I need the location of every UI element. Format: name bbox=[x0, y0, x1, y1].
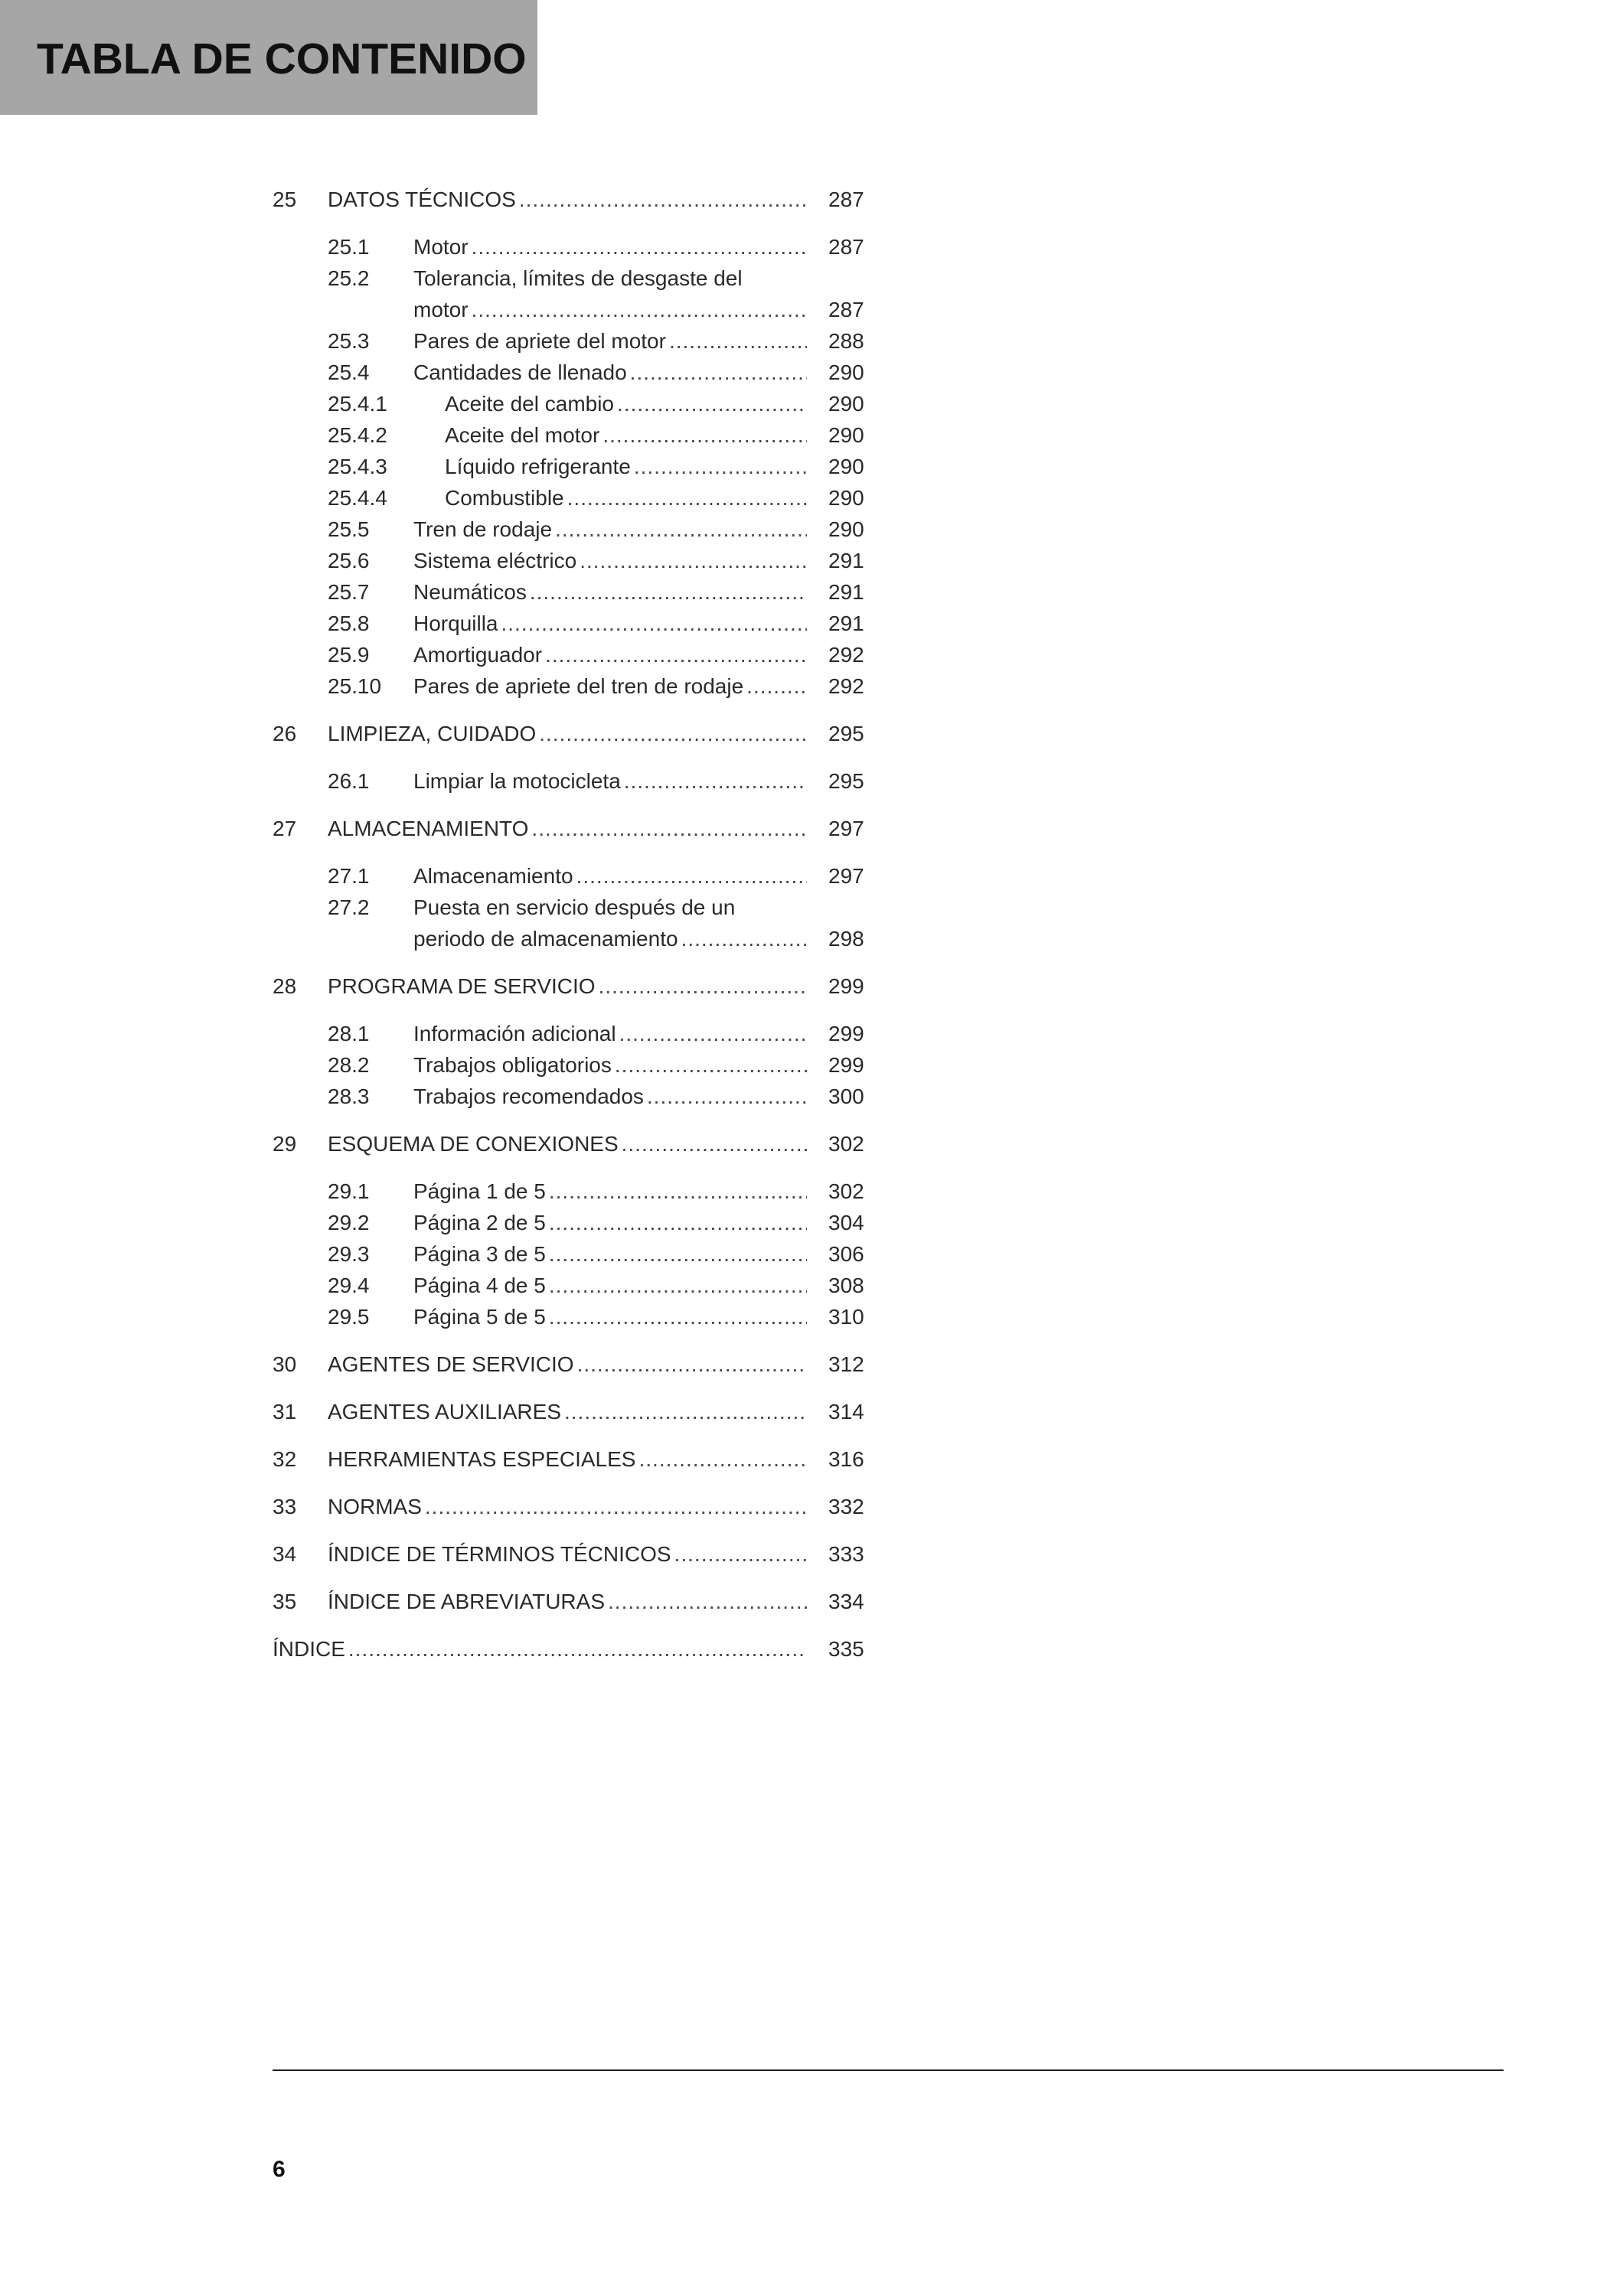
toc-entry[interactable] bbox=[273, 419, 870, 451]
toc-entry-page: 302 bbox=[828, 1132, 864, 1156]
dot-leader bbox=[746, 670, 807, 702]
toc-entry-title: Información adicional bbox=[413, 1022, 616, 1045]
toc-entry[interactable] bbox=[273, 388, 870, 419]
toc-entry-page: 299 bbox=[828, 1022, 864, 1045]
toc-entry[interactable] bbox=[273, 608, 870, 639]
dot-leader bbox=[549, 1207, 807, 1238]
toc-entry-title-continuation: periodo de almacenamiento bbox=[413, 927, 678, 951]
page-number: 6 bbox=[273, 2157, 286, 2182]
toc-entry[interactable] bbox=[273, 1586, 870, 1617]
toc-entry-page: 297 bbox=[828, 817, 864, 840]
toc-entry-number: 29 bbox=[273, 1132, 297, 1156]
toc-entry-number: 29.3 bbox=[328, 1242, 370, 1266]
toc-entry[interactable] bbox=[273, 514, 870, 545]
toc-entry-title: Página 4 de 5 bbox=[413, 1274, 546, 1297]
toc-entry-number: 28.2 bbox=[328, 1053, 370, 1077]
toc-entry[interactable] bbox=[273, 357, 870, 388]
toc-entry-number: 33 bbox=[273, 1495, 297, 1518]
toc-entry-number: 29.1 bbox=[328, 1179, 370, 1203]
toc-entry[interactable] bbox=[273, 1176, 870, 1207]
toc-entry-title: Página 5 de 5 bbox=[413, 1305, 546, 1329]
toc-entry-page: 291 bbox=[828, 580, 864, 604]
toc-entry-title: PROGRAMA DE SERVICIO bbox=[328, 974, 596, 998]
toc-entry-page: 287 bbox=[828, 298, 864, 321]
toc-entry-number: 25.8 bbox=[328, 612, 370, 635]
toc-entry-page: 298 bbox=[828, 927, 864, 951]
dot-leader bbox=[619, 1018, 807, 1049]
toc-entry-page: 292 bbox=[828, 643, 864, 667]
toc-entry-page: 335 bbox=[828, 1637, 864, 1661]
toc-entry-page: 299 bbox=[828, 974, 864, 998]
toc-entry-title: Limpiar la motocicleta bbox=[413, 769, 621, 793]
toc-entry[interactable] bbox=[273, 1049, 870, 1081]
dot-leader bbox=[681, 923, 807, 954]
toc-entry-number: 25.4.4 bbox=[328, 486, 387, 510]
dot-leader bbox=[348, 1633, 807, 1665]
toc-entry-page: 299 bbox=[828, 1053, 864, 1077]
toc-entry[interactable] bbox=[273, 231, 870, 263]
dot-leader bbox=[624, 765, 807, 797]
toc-entry-page: 312 bbox=[828, 1352, 864, 1376]
toc-entry-number: 26 bbox=[273, 722, 297, 745]
toc-entry[interactable] bbox=[273, 325, 870, 357]
dot-leader bbox=[472, 294, 807, 325]
toc-entry-title-continuation: motor bbox=[413, 298, 469, 321]
dot-leader bbox=[669, 325, 807, 357]
toc-entry-title: Horquilla bbox=[413, 612, 498, 635]
toc-entry[interactable] bbox=[273, 1238, 870, 1270]
toc-entry[interactable] bbox=[273, 184, 870, 215]
toc-entry[interactable] bbox=[273, 1018, 870, 1049]
toc-entry-title: Neumáticos bbox=[413, 580, 527, 604]
toc-entry-page: 291 bbox=[828, 612, 864, 635]
dot-leader bbox=[622, 1128, 807, 1159]
toc-entry-page: 316 bbox=[828, 1447, 864, 1471]
dot-leader bbox=[549, 1301, 807, 1332]
toc-entry-title: Trabajos obligatorios bbox=[413, 1053, 612, 1077]
toc-entry-number: 26.1 bbox=[328, 769, 370, 793]
dot-leader bbox=[577, 1349, 807, 1380]
dot-leader bbox=[531, 813, 807, 844]
toc-entry-number: 27 bbox=[273, 817, 297, 840]
toc-entry-page: 295 bbox=[828, 769, 864, 793]
toc-entry-page: 310 bbox=[828, 1305, 864, 1329]
toc-entry-title: Aceite del cambio bbox=[445, 392, 615, 416]
toc-entry-title: ÍNDICE DE TÉRMINOS TÉCNICOS bbox=[328, 1542, 671, 1566]
toc-entry-page: 290 bbox=[828, 360, 864, 384]
dot-leader bbox=[638, 1443, 807, 1475]
toc-entry-number: 28.1 bbox=[328, 1022, 370, 1045]
dot-leader bbox=[576, 860, 807, 892]
dot-leader bbox=[519, 184, 807, 215]
toc-entry-title: ÍNDICE bbox=[273, 1637, 345, 1661]
toc-entry-title: Pares de apriete del motor bbox=[413, 329, 666, 353]
dot-leader bbox=[549, 1176, 807, 1207]
toc-entry-number: 25.2 bbox=[328, 266, 370, 290]
toc-entry[interactable] bbox=[273, 639, 870, 670]
toc-entry-title: LIMPIEZA, CUIDADO bbox=[328, 722, 537, 745]
toc-entry[interactable] bbox=[273, 1128, 870, 1159]
dot-leader bbox=[599, 970, 807, 1002]
toc-entry-page: 304 bbox=[828, 1211, 864, 1234]
toc-entry[interactable] bbox=[273, 451, 870, 482]
toc-entry-page: 308 bbox=[828, 1274, 864, 1297]
dot-leader bbox=[603, 419, 807, 451]
toc-entry-title: Tren de rodaje bbox=[413, 517, 553, 541]
toc-entry-title: Almacenamiento bbox=[413, 864, 573, 888]
toc-entry-page: 332 bbox=[828, 1495, 864, 1518]
toc-entry[interactable] bbox=[273, 718, 870, 749]
toc-entry-title: AGENTES AUXILIARES bbox=[328, 1400, 561, 1424]
toc-entry-page: 334 bbox=[828, 1590, 864, 1613]
toc-entry-title: Combustible bbox=[445, 486, 564, 510]
dot-leader bbox=[617, 388, 807, 419]
toc-entry-number: 31 bbox=[273, 1400, 297, 1424]
toc-entry-number: 28 bbox=[273, 974, 297, 998]
toc-entry[interactable] bbox=[273, 263, 870, 325]
toc-entry-title: Trabajos recomendados bbox=[413, 1084, 644, 1108]
dot-leader bbox=[539, 718, 807, 749]
toc-entry-title: HERRAMIENTAS ESPECIALES bbox=[328, 1447, 636, 1471]
header-bar bbox=[0, 0, 537, 115]
toc-entry-number: 29.5 bbox=[328, 1305, 370, 1329]
toc-entry-title: DATOS TÉCNICOS bbox=[328, 188, 516, 211]
toc-entry[interactable] bbox=[273, 860, 870, 892]
toc-entry-number: 25.4 bbox=[328, 360, 370, 384]
toc-entry-title: Líquido refrigerante bbox=[445, 455, 631, 478]
dot-leader bbox=[580, 545, 807, 576]
toc-entry[interactable] bbox=[273, 1491, 870, 1522]
toc-entry-title: Amortiguador bbox=[413, 643, 543, 667]
toc-entry[interactable] bbox=[273, 482, 870, 514]
toc-entry-page: 306 bbox=[828, 1242, 864, 1266]
toc-entry[interactable] bbox=[273, 892, 870, 954]
toc-entry[interactable] bbox=[273, 1538, 870, 1570]
toc-entry-title: Aceite del motor bbox=[445, 423, 600, 447]
toc-entry-page: 302 bbox=[828, 1179, 864, 1203]
toc-entry-title: Página 3 de 5 bbox=[413, 1242, 546, 1266]
toc-entry-page: 290 bbox=[828, 455, 864, 478]
toc-entry-title: NORMAS bbox=[328, 1495, 422, 1518]
toc-entry-page: 300 bbox=[828, 1084, 864, 1108]
toc-entry-title: ESQUEMA DE CONEXIONES bbox=[328, 1132, 619, 1156]
toc-entry-page: 297 bbox=[828, 864, 864, 888]
toc-entry-number: 25.4.1 bbox=[328, 392, 387, 416]
toc-entry-page: 290 bbox=[828, 423, 864, 447]
toc-entry-title: Motor bbox=[413, 235, 469, 259]
toc-entry[interactable] bbox=[273, 1081, 870, 1112]
toc-entry-number: 25.7 bbox=[328, 580, 370, 604]
toc-entry-number: 27.2 bbox=[328, 895, 370, 919]
table-of-contents bbox=[273, 184, 870, 1665]
toc-entry[interactable] bbox=[273, 813, 870, 844]
toc-entry-title: Página 1 de 5 bbox=[413, 1179, 546, 1203]
toc-entry[interactable] bbox=[273, 576, 870, 608]
toc-entry[interactable] bbox=[273, 1396, 870, 1427]
dot-leader bbox=[555, 514, 807, 545]
toc-entry-title: AGENTES DE SERVICIO bbox=[328, 1352, 574, 1376]
toc-entry[interactable] bbox=[273, 765, 870, 797]
toc-entry-page: 287 bbox=[828, 188, 864, 211]
toc-entry-number: 25.5 bbox=[328, 517, 370, 541]
toc-entry-page: 314 bbox=[828, 1400, 864, 1424]
dot-leader bbox=[567, 482, 807, 514]
dot-leader bbox=[634, 451, 807, 482]
toc-entry-page: 290 bbox=[828, 517, 864, 541]
dot-leader bbox=[630, 357, 807, 388]
toc-entry-number: 25.6 bbox=[328, 549, 370, 572]
toc-entry[interactable] bbox=[273, 545, 870, 576]
toc-entry-page: 292 bbox=[828, 674, 864, 698]
toc-entry-number: 25.1 bbox=[328, 235, 370, 259]
toc-entry-page: 290 bbox=[828, 392, 864, 416]
dot-leader bbox=[472, 231, 807, 263]
footer-divider bbox=[273, 2069, 1504, 2071]
toc-entry-number: 32 bbox=[273, 1447, 297, 1471]
page-title: TABLA DE CONTENIDO bbox=[37, 34, 527, 83]
toc-entry-number: 29.4 bbox=[328, 1274, 370, 1297]
toc-entry-page: 291 bbox=[828, 549, 864, 572]
toc-entry-title: Tolerancia, límites de desgaste del bbox=[413, 266, 743, 290]
toc-entry[interactable] bbox=[273, 970, 870, 1002]
dot-leader bbox=[615, 1049, 807, 1081]
toc-entry-title: Pares de apriete del tren de rodaje bbox=[413, 674, 744, 698]
toc-entry[interactable] bbox=[273, 1301, 870, 1332]
dot-leader bbox=[545, 639, 807, 670]
dot-leader bbox=[549, 1238, 807, 1270]
toc-entry-number: 29.2 bbox=[328, 1211, 370, 1234]
dot-leader bbox=[647, 1081, 807, 1112]
toc-entry-number: 28.3 bbox=[328, 1084, 370, 1108]
toc-entry-page: 295 bbox=[828, 722, 864, 745]
dot-leader bbox=[564, 1396, 807, 1427]
toc-entry-number: 25 bbox=[273, 188, 297, 211]
toc-entry-title: Puesta en servicio después de un bbox=[413, 895, 736, 919]
dot-leader bbox=[425, 1491, 807, 1522]
toc-entry-title: ÍNDICE DE ABREVIATURAS bbox=[328, 1590, 606, 1613]
toc-entry-number: 25.10 bbox=[328, 674, 382, 698]
toc-entry-number: 27.1 bbox=[328, 864, 370, 888]
dot-leader bbox=[549, 1270, 807, 1301]
toc-entry-number: 35 bbox=[273, 1590, 297, 1613]
toc-entry-page: 288 bbox=[828, 329, 864, 353]
dot-leader bbox=[674, 1538, 807, 1570]
toc-entry-page: 333 bbox=[828, 1542, 864, 1566]
dot-leader bbox=[530, 576, 807, 608]
toc-entry-title: Cantidades de llenado bbox=[413, 360, 627, 384]
toc-entry-number: 25.3 bbox=[328, 329, 370, 353]
toc-entry-page: 290 bbox=[828, 486, 864, 510]
toc-entry[interactable] bbox=[273, 670, 870, 702]
toc-entry-number: 25.4.2 bbox=[328, 423, 387, 447]
dot-leader bbox=[608, 1586, 807, 1617]
toc-entry[interactable] bbox=[273, 1443, 870, 1475]
toc-entry[interactable] bbox=[273, 1349, 870, 1380]
toc-entry-number: 30 bbox=[273, 1352, 297, 1376]
toc-entry-page: 287 bbox=[828, 235, 864, 259]
toc-entry-title: ALMACENAMIENTO bbox=[328, 817, 529, 840]
toc-entry-number: 25.4.3 bbox=[328, 455, 387, 478]
toc-entry[interactable] bbox=[273, 1207, 870, 1238]
toc-entry-number: 25.9 bbox=[328, 643, 370, 667]
toc-entry[interactable] bbox=[273, 1633, 870, 1665]
toc-entry[interactable] bbox=[273, 1270, 870, 1301]
toc-entry-title: Sistema eléctrico bbox=[413, 549, 577, 572]
toc-entry-title: Página 2 de 5 bbox=[413, 1211, 546, 1234]
dot-leader bbox=[501, 608, 808, 639]
toc-entry-number: 34 bbox=[273, 1542, 297, 1566]
